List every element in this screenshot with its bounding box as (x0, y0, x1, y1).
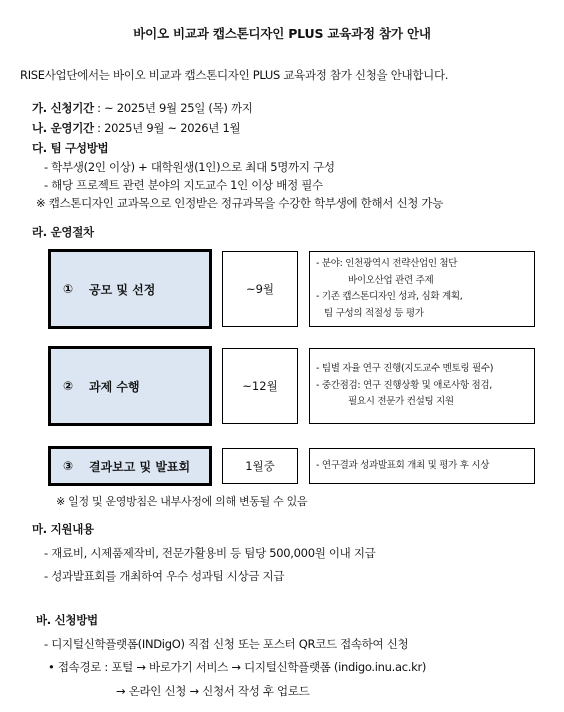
procedure-note: ※ 일정 및 운영방침은 내부사정에 의해 변동될 수 있음 (56, 495, 308, 508)
step-description-line: 팀 구성의 적절성 등 평가 (324, 307, 424, 319)
operation-period-label: 나. 운영기간 (32, 121, 94, 135)
access-route: • 접속경로 : 포털 → 바로가기 서비스 → 디지털신학플랫폼 (indigo.inu.ac.kr) (48, 660, 427, 674)
step-number: ② (63, 379, 74, 393)
procedure-heading: 라. 운영절차 (32, 225, 94, 239)
operation-period (32, 120, 240, 136)
step-name: 공모 및 선정 (89, 282, 156, 297)
step-period-box (222, 348, 298, 424)
step-period: ~9월 (245, 282, 275, 296)
operation-period-value: : 2025년 9월 ~ 2026년 1월 (93, 121, 241, 135)
step-description-line: - 팀별 자율 연구 진행(지도교수 멘토링 필수) (316, 363, 494, 375)
team-composition-heading: 다. 팀 구성방법 (32, 141, 109, 155)
step-name-box (50, 448, 210, 484)
step-period-box (222, 251, 298, 327)
support-item: - 성과발표회를 개최하여 우수 성과팀 시상금 지급 (44, 569, 285, 583)
step-description-box (309, 448, 535, 484)
application-method-item: - 디지털신학플랫폼(INDigO) 직접 신청 또는 포스터 QR코드 접속하여 신청 (44, 637, 409, 651)
step-description-line: 필요시 전문가 컨설팅 지원 (348, 396, 454, 408)
step-name: 과제 수행 (89, 379, 140, 394)
application-period (32, 100, 253, 116)
support-heading: 마. 지원내용 (32, 522, 94, 536)
step-name-box (50, 348, 210, 424)
application-period-label: 가. 신청기간 (32, 101, 94, 115)
application-period-value: : ~ 2025년 9월 25일 (목) 까지 (93, 101, 253, 115)
step-description-box (309, 251, 535, 327)
step-description-line: 바이오산업 관련 주제 (348, 274, 434, 286)
step-description-line: - 중간점검: 연구 진행상황 및 애로사항 점검, (316, 379, 492, 391)
support-item: - 재료비, 시제품제작비, 전문가활용비 등 팀당 500,000원 이내 지급 (44, 546, 376, 560)
team-composition-item: - 학부생(2인 이상) + 대학원생(1인)으로 최대 5명까지 구성 (44, 160, 335, 174)
step-number: ③ (63, 459, 74, 473)
step-period: 1월중 (245, 459, 275, 473)
team-composition-item: - 해당 프로젝트 관련 분야의 지도교수 1인 이상 배정 필수 (44, 178, 323, 192)
application-method-heading: 바. 신청방법 (36, 613, 98, 627)
step-description-line: - 연구결과 성과발표회 개최 및 평가 후 시상 (316, 459, 490, 471)
access-route-continued: → 온라인 신청 → 신청서 작성 후 업로드 (116, 684, 310, 698)
step-description-line: - 기존 캡스톤디자인 성과, 심화 계획, (316, 291, 463, 302)
step-description-line: - 분야: 인천광역시 전략산업인 첨단 (316, 258, 458, 269)
page-title: 바이오 비교과 캡스톤디자인 PLUS 교육과정 참가 안내 (133, 26, 431, 41)
step-name: 결과보고 및 발표회 (89, 459, 191, 474)
step-period: ~12월 (242, 379, 278, 393)
step-description-box (309, 348, 535, 424)
step-number: ① (63, 282, 74, 296)
step-period-box (222, 448, 298, 484)
step-name-box (50, 251, 210, 327)
intro-text: RISE사업단에서는 바이오 비교과 캡스톤디자인 PLUS 교육과정 참가 신청을 안내합니다. (20, 68, 449, 82)
team-composition-note: ※ 캡스톤디자인 교과목으로 인정받은 정규과목을 수강한 학부생에 한해서 신청 가능 (36, 196, 444, 210)
